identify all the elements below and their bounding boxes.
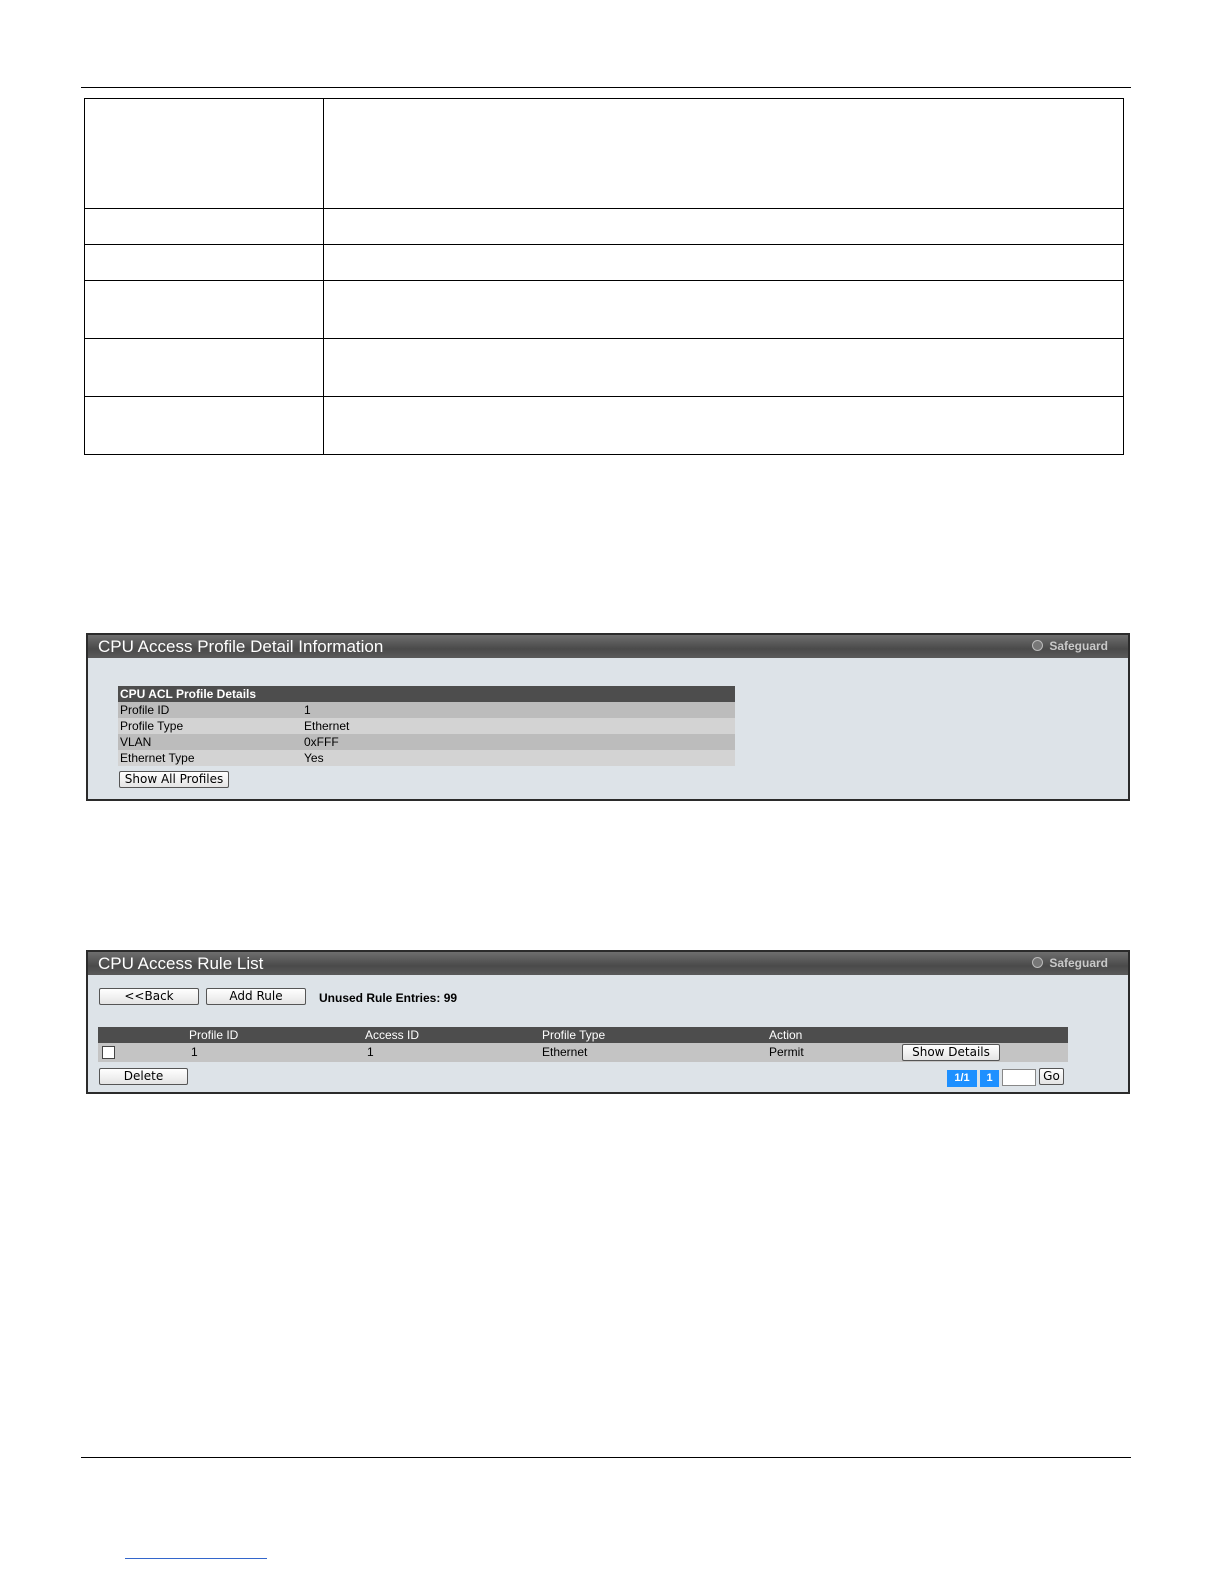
table-row xyxy=(85,397,1124,455)
safeguard-icon xyxy=(1032,957,1043,968)
action-cell: Permit xyxy=(769,1043,902,1062)
detail-value: 1 xyxy=(302,702,735,718)
detail-key: VLAN xyxy=(118,734,302,750)
detail-key: Profile ID xyxy=(118,702,302,718)
description-table xyxy=(84,98,1124,455)
add-rule-button[interactable]: Add Rule xyxy=(206,988,306,1005)
page-total-indicator: 1/1 xyxy=(947,1070,977,1087)
page-link-1[interactable]: 1 xyxy=(980,1070,999,1087)
column-header: Action xyxy=(769,1027,902,1043)
column-header: Profile ID xyxy=(189,1027,365,1043)
page-number-input[interactable] xyxy=(1002,1069,1036,1086)
rule-list-panel xyxy=(86,950,1130,1094)
details-column-header xyxy=(902,1027,1068,1043)
table-row xyxy=(98,1043,1068,1062)
footer-rule xyxy=(81,1457,1131,1458)
panel-title-bar xyxy=(88,952,1128,975)
details-header-row xyxy=(118,686,735,702)
footer-link-underline xyxy=(125,1558,267,1559)
profile-detail-panel xyxy=(86,633,1130,801)
detail-key: Ethernet Type xyxy=(118,750,302,766)
detail-key: Profile Type xyxy=(118,718,302,734)
row-select-checkbox[interactable] xyxy=(102,1046,115,1059)
table-row xyxy=(85,245,1124,281)
table-row xyxy=(85,209,1124,245)
checkbox-column-header xyxy=(98,1027,189,1043)
back-button[interactable]: <<Back xyxy=(99,988,199,1005)
go-button[interactable]: Go xyxy=(1039,1068,1064,1085)
detail-value: Ethernet xyxy=(302,718,735,734)
delete-button[interactable]: Delete xyxy=(99,1068,188,1085)
profile-id-cell: 1 xyxy=(189,1043,365,1062)
detail-value: Yes xyxy=(302,750,735,766)
column-header: Access ID xyxy=(365,1027,542,1043)
show-details-cell xyxy=(902,1043,1068,1062)
access-id-cell: 1 xyxy=(365,1043,542,1062)
table-row xyxy=(118,734,735,750)
detail-value: 0xFFF xyxy=(302,734,735,750)
unused-rule-entries: Unused Rule Entries: 99 xyxy=(319,991,458,1005)
safeguard-icon xyxy=(1032,640,1043,651)
table-row xyxy=(85,281,1124,339)
show-all-profiles-button[interactable]: Show All Profiles xyxy=(119,771,229,788)
table-row xyxy=(118,702,735,718)
select-cell xyxy=(98,1043,189,1062)
table-row xyxy=(85,339,1124,397)
details-header: CPU ACL Profile Details xyxy=(118,686,735,702)
profile-type-cell: Ethernet xyxy=(542,1043,769,1062)
panel-title: CPU Access Profile Detail Information xyxy=(98,637,384,656)
table-row xyxy=(85,99,1124,209)
column-header: Profile Type xyxy=(542,1027,769,1043)
safeguard-label: Safeguard xyxy=(1049,639,1108,653)
safeguard-indicator xyxy=(1032,635,1108,658)
profile-details-table xyxy=(118,686,735,766)
table-row xyxy=(118,718,735,734)
safeguard-label: Safeguard xyxy=(1049,956,1108,970)
panel-title: CPU Access Rule List xyxy=(98,954,264,973)
table-row xyxy=(118,750,735,766)
safeguard-indicator xyxy=(1032,952,1108,975)
table-header-row xyxy=(98,1027,1068,1043)
header-rule xyxy=(81,87,1131,88)
show-details-button[interactable]: Show Details xyxy=(902,1044,1000,1061)
panel-title-bar xyxy=(88,635,1128,658)
rule-table xyxy=(98,1027,1068,1062)
